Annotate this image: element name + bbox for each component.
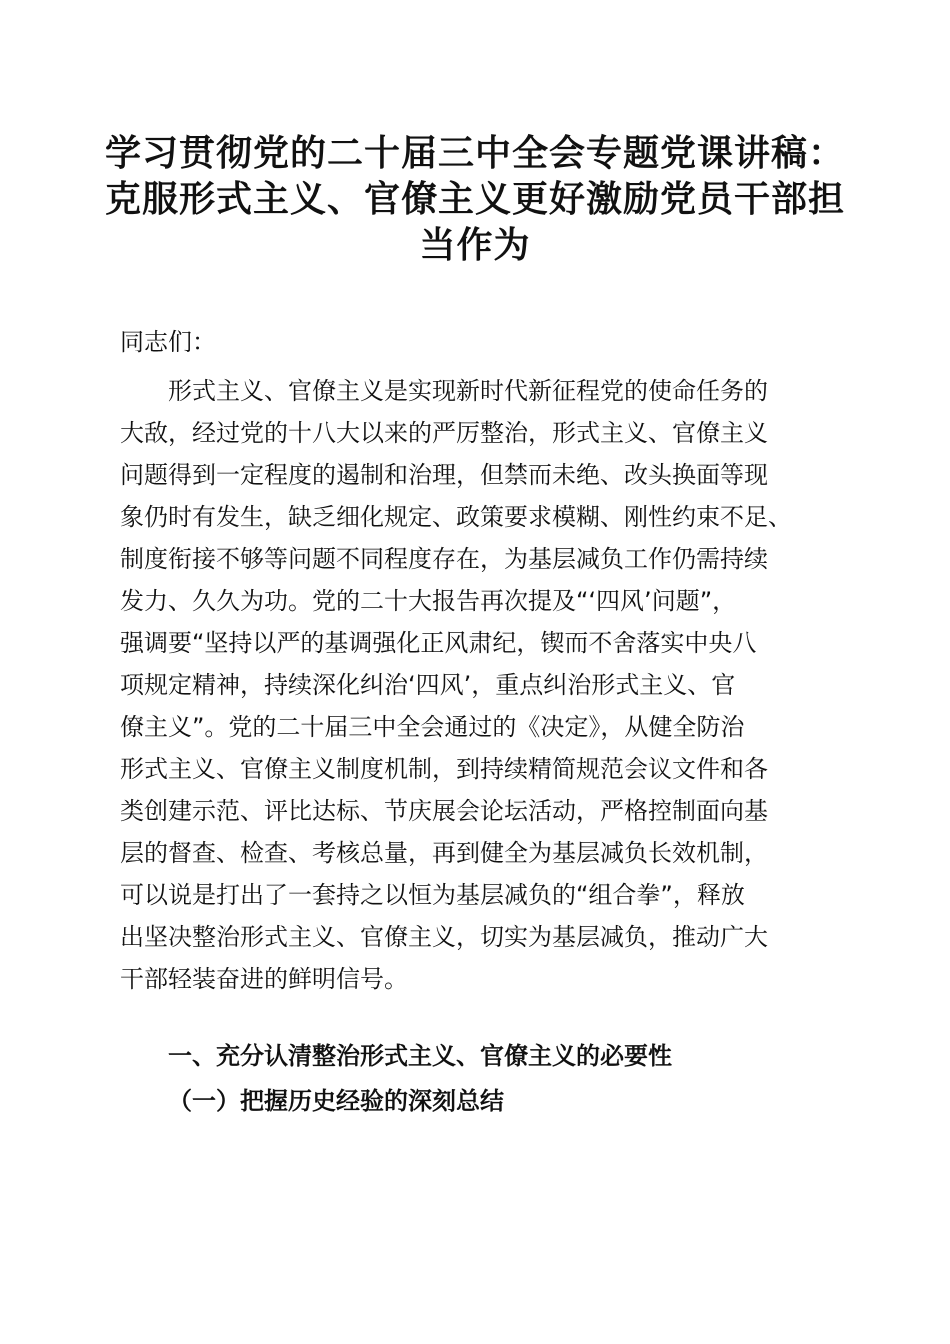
section-heading: 一、充分认清整治形式主义、官僚主义的必要性 bbox=[168, 1042, 672, 1070]
paragraph-line: 发力、久久为功。党的二十大报告再次提及“‘四风’问题”， bbox=[120, 587, 737, 615]
title-line: 学习贯彻党的二十届三中全会专题党课讲稿： bbox=[104, 132, 845, 174]
subsection-heading: （一）把握历史经验的深刻总结 bbox=[168, 1086, 504, 1115]
paragraph-line: 僚主义”。党的二十届三中全会通过的《决定》，从健全防治 bbox=[120, 713, 745, 741]
paragraph-line: 类创建示范、评比达标、节庆展会论坛活动，严格控制面向基 bbox=[120, 797, 768, 825]
paragraph-line: 制度衔接不够等问题不同程度存在，为基层减负工作仍需持续 bbox=[120, 545, 768, 573]
paragraph-line: 形式主义、官僚主义制度机制，到持续精简规范会议文件和各 bbox=[120, 755, 768, 783]
paragraph-line: 大敌，经过党的十八大以来的严厉整治，形式主义、官僚主义 bbox=[120, 419, 768, 447]
body-paragraph bbox=[120, 370, 832, 1000]
paragraph-line: 可以说是打出了一套持之以恒为基层减负的“组合拳”，释放 bbox=[120, 881, 745, 909]
paragraph-line: 象仍时有发生，缺乏细化规定、政策要求模糊、刚性约束不足、 bbox=[120, 503, 792, 531]
paragraph-line: 问题得到一定程度的遏制和治理，但禁而未绝、改头换面等现 bbox=[120, 461, 768, 489]
salutation: 同志们： bbox=[120, 328, 216, 356]
document-title bbox=[100, 130, 850, 268]
paragraph-line: 项规定精神，持续深化纠治‘四风’，重点纠治形式主义、官 bbox=[120, 671, 736, 699]
paragraph-line: 干部轻装奋进的鲜明信号。 bbox=[120, 965, 408, 993]
title-line: 当作为 bbox=[419, 224, 531, 266]
paragraph-line: 形式主义、官僚主义是实现新时代新征程党的使命任务的 bbox=[168, 377, 768, 405]
paragraph-line: 强调要“坚持以严的基调强化正风肃纪，锲而不舍落实中央八 bbox=[120, 629, 757, 657]
title-line: 克服形式主义、官僚主义更好激励党员干部担 bbox=[104, 178, 845, 220]
paragraph-line: 层的督查、检查、考核总量，再到健全为基层减负长效机制， bbox=[120, 839, 768, 867]
paragraph-line: 出坚决整治形式主义、官僚主义，切实为基层减负，推动广大 bbox=[120, 923, 768, 951]
